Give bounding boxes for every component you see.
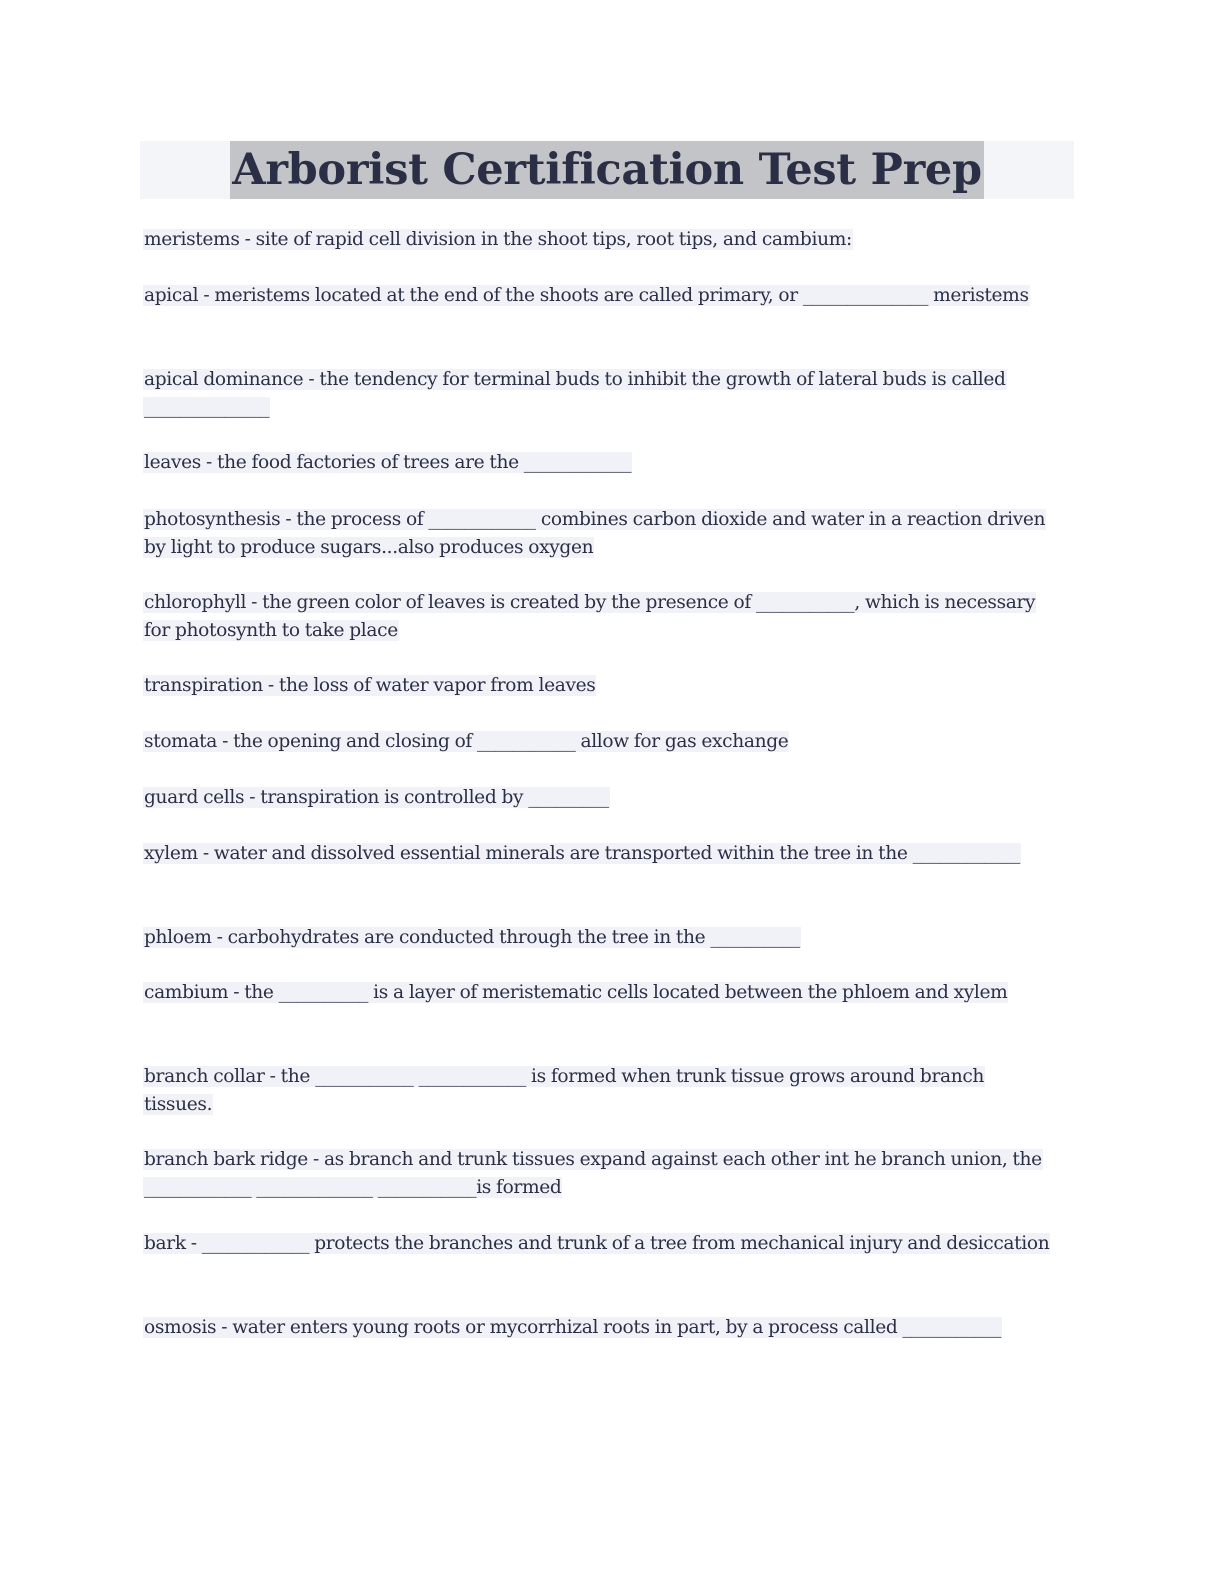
entry-text: phloem - carbohydrates are conducted through the tree in the __________	[144, 927, 800, 948]
flashcard-entry	[143, 840, 1021, 868]
flashcard-entry	[143, 1314, 1002, 1342]
entry-text: stomata - the opening and closing of ___________ allow for gas exchange	[144, 731, 789, 752]
flashcard-entry	[143, 1146, 1053, 1202]
entry-text: chlorophyll - the green color of leaves is created by the presence of ___________, which is necessary for photosynth to take place	[144, 592, 1036, 641]
entry-text: apical dominance - the tendency for terminal buds to inhibit the growth of lateral buds is called ______________	[144, 369, 1006, 418]
entry-text: bark - ____________ protects the branches and trunk of a tree from mechanical injury and desiccation	[144, 1233, 1050, 1254]
entry-text: cambium - the __________ is a layer of meristematic cells located between the phloem and xylem	[144, 982, 1008, 1003]
flashcard-entry	[143, 784, 610, 812]
entry-text: xylem - water and dissolved essential minerals are transported within the tree in the ____________	[144, 843, 1020, 864]
entry-text: guard cells - transpiration is controlled by _________	[144, 787, 609, 808]
flashcard-entry	[143, 589, 1053, 645]
flashcard-entry	[143, 924, 801, 952]
entry-text: meristems - site of rapid cell division in the shoot tips, root tips, and cambium:	[144, 229, 852, 250]
entry-text: branch collar - the ___________ ____________ is formed when trunk tissue grows around branch tissues.	[144, 1066, 985, 1115]
flashcard-entry	[143, 226, 853, 254]
flashcard-entry	[143, 1063, 1053, 1119]
flashcard-entry	[143, 506, 1053, 562]
entry-text: photosynthesis - the process of ____________ combines carbon dioxide and water in a reaction driven by light to produce sugars...also produces oxygen	[144, 509, 1046, 558]
flashcard-entry	[143, 979, 1008, 1007]
entry-text: transpiration - the loss of water vapor from leaves	[144, 675, 596, 696]
entry-text: apical - meristems located at the end of the shoots are called primary, or ______________ meristems	[144, 285, 1029, 306]
entry-text: branch bark ridge - as branch and trunk tissues expand against each other int he branch union, the ____________ _____________ ___________is formed	[144, 1149, 1042, 1198]
flashcard-entry	[143, 282, 1030, 310]
entry-text: leaves - the food factories of trees are the ____________	[144, 452, 632, 473]
flashcard-entry	[143, 1230, 1050, 1258]
flashcard-entry	[143, 728, 789, 756]
entry-text: osmosis - water enters young roots or mycorrhizal roots in part, by a process called ___________	[144, 1317, 1001, 1338]
flashcard-entry	[143, 672, 596, 700]
title-band	[140, 141, 1074, 199]
flashcard-entry	[143, 366, 1053, 422]
document-title: Arborist Certification Test Prep	[230, 141, 984, 199]
flashcard-entry	[143, 449, 632, 477]
